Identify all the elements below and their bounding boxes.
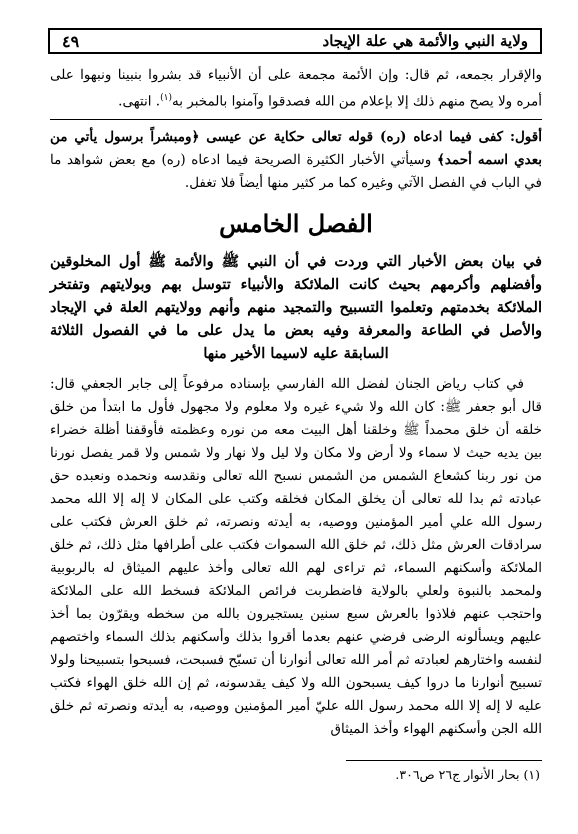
paragraph-2-rest: وسيأتي الأخبار الكثيرة الصريحة فيما ادعاه (ره) مع بعض شواهد ما في الباب في الفصل الآتي وغيره كما مر كثير منها أيضاً فلا تغفل. [50,151,542,191]
paragraph-2-lead: أقول: كفى فيما ادعاه (ره) قوله تعالى حكاية عن عيسى ﴿ومبشراً برسول يأتي من بعدي اسمه أحمد﴾ [50,128,543,168]
page-header [48,28,542,54]
page-number: ٤٩ [62,31,80,51]
paragraph-comment [50,126,542,195]
footnote-divider [346,760,542,761]
footnote-reference: (١) [160,93,172,103]
section-divider [50,119,542,120]
paragraph-continuation [50,64,542,114]
paragraph-1-text: والإقرار بجمعه، ثم قال: وإن الأئمة مجمعة على أن الأنبياء قد بشروا بنبينا ونبهوا على أمره ولا يصح منهم ذلك إلا بإعلام من الله فصدقوا وآمنوا بالمخبر به [50,67,542,110]
running-title: ولاية النبي والأئمة هي علة الإيجاد [322,32,528,50]
page-content [50,64,542,741]
paragraph-1-end: . انتهى. [118,93,161,110]
body-paragraph: في كتاب رياض الجنان لفضل الله الفارسي بإسناده مرفوعاً إلى جابر الجعفي قال: قال أبو جعفر ﷺ: كان الله ولا شيء غيره ولا معلوم ولا مجهول فأول ما ابتدأ من خلق خلقه أن خلق محمداً ﷺ وخلقنا أهل البيت معه من نوره وعظمته فأوقفنا أظلة خضراء بين يديه حيث لا سماء ولا أرض ولا مكان ولا ليل ولا نهار ولا شمس ولا قمر يفصل نورنا من نور ربنا كشعاع الشمس من الشمس نسبح الله تعالى ونقدسه ونحمده ونعبده حق عبادته ثم بدا لله تعالى أن يخلق المكان فخلقه وكتب على المكان لا إله إلا الله محمد رسول الله علي أمير المؤمنين ووصيه، به أيدته ونصرته، ثم خلق العرش فكتب على سرادقات العرش مثل ذلك، ثم خلق الله السموات فكتب على أطرافها مثل ذلك، ثم خلق الملائكة وأسكنهم السماء، ثم تراءى لهم الله تعالى وأخذ عليهم الميثاق له بالربوبية ولمحمد بالنبوة ولعلي بالولاية فاضطربت فرائص الملائكة فسخط الله على الملائكة واحتجب عنهم فلاذوا بالعرش سبع سنين يستجيرون بالله من سخطه ويقرّون بما أخذ عليهم ويسألونه الرضى فرضي عنهم بعدما أقروا بذلك وأسكنهم بذلك السماء واختصهم لنفسه واختارهم لعبادته ثم أمر الله تعالى أنوارنا أن تسبّح فسبحت، فسبحوا بتسبيحنا ولولا تسبيح أنوارنا ما دروا كيف يسبحون الله ولا كيف يقدسونه، ثم إن الله خلق الهواء فكتب عليه لا إله إلا الله محمد رسول الله عليّ أمير المؤمنين ووصيه، به أيدته ونصرته ثم خلق الله الجن وأسكنهم الهواء وأخذ الميثاق [50,375,542,737]
footnote: (١) بحار الأنوار ج٢٦ ص٣٠٦. [395,767,540,782]
chapter-title: الفصل الخامس [219,208,373,238]
chapter-description: في بيان بعض الأخبار التي وردت في أن النبي ﷺ والأئمة ﷺ أول المخلوقين وأفضلهم وأكرمهم بحيث كانت الملائكة والأنبياء تتوسل بهم وبولايتهم وتفتخر الملائكة بخدمتهم وتعلموا التسبيح والتمجيد منهم وأنهم وولايتهم العلة في الإيجاد والأصل في الطاعة والمعرفة وفيه بعض ما يدل على ما في الفصول الثلاثة السابقة عليه لاسيما الأخير منها [50,252,542,362]
